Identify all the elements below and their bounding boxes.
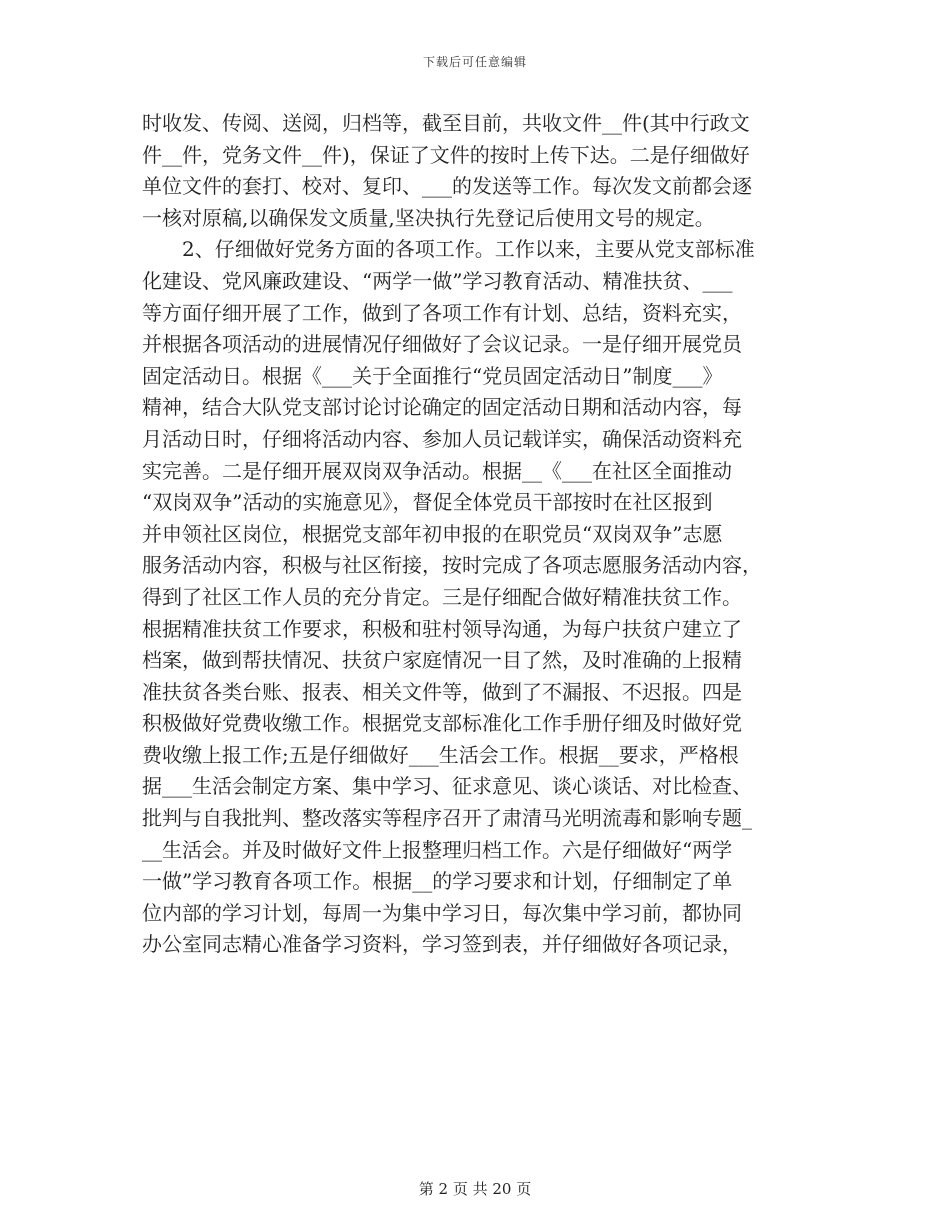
text-line: 并申领社区岗位，根据党支部年初申报的在职党员“双岗双争”志愿 [142,521,723,546]
text-line: __生活会。并及时做好文件上报整理归档工作。六是仔细做好“两学 [142,837,733,862]
text-line: 时收发、传阅、送阅，归档等，截至目前，共收文件__件(其中行政文 [142,111,750,135]
text-line: 一做”学习教育各项工作。根据__的学习要求和计划，仔细制定了单 [142,869,733,894]
text-line: 等方面仔细开展了工作，做到了各项工作有计划、总结，资料充实， [142,300,742,325]
text-line: 费收缴上报工作;五是仔细做好___生活会工作。根据__要求，严格根 [142,742,739,767]
text-line: “双岗双争”活动的实施意见》，督促全体党员干部按时在社区报到 [142,490,713,515]
text-line: 并根据各项活动的进展情况仔细做好了会议记录。一是仔细开展党员 [142,332,742,357]
text-line: 精神，结合大队党支部讨论讨论确定的固定活动日期和活动内容，每 [142,395,742,420]
text-line: 实完善。二是仔细开展双岗双争活动。根据__《___在社区全面推动 [142,458,732,483]
text-line: 单位文件的套打、校对、复印、___的发送等工作。每次发文前都会逐 [142,174,752,199]
text-line: 得到了社区工作人员的充分肯定。三是仔细配合做好精准扶贫工作。 [142,584,742,609]
text-line: 办公室同志精心准备学习资料，学习签到表，并仔细做好各项记录， [142,932,742,957]
text-line: 准扶贫各类台账、报表、相关文件等，做到了不漏报、不迟报。四是 [142,679,742,704]
text-line: 档案，做到帮扶情况、扶贫户家庭情况一目了然，及时准确的上报精 [142,648,742,673]
text-line: 服务活动内容，积极与社区衔接，按时完成了各项志愿服务活动内容， [142,553,762,578]
text-line: 月活动日时，仔细将活动内容、参加人员记载详实，确保活动资料充 [142,426,742,451]
page-number: 第 2 页 共 20 页 [418,1180,532,1198]
text-line: 化建设、党风廉政建设、“两学一做”学习教育活动、精准扶贫、___ [142,268,733,293]
text-line: 根据精准扶贫工作要求，积极和驻村领导沟通，为每户扶贫户建立了 [142,616,742,641]
text-line: 一核对原稿,以确保发文质量,坚决执行先登记后使用文号的规定。 [142,205,715,230]
text-line: 2、仔细做好党务方面的各项工作。工作以来，主要从党支部标准 [142,237,755,262]
text-line: 积极做好党费收缴工作。根据党支部标准化工作手册仔细及时做好党 [142,711,742,736]
page-header-note: 下载后可任意编辑 [422,55,527,69]
text-line: 位内部的学习计划，每周一为集中学习日，每次集中学习前，都协同 [142,900,742,925]
text-line: 件__件，党务文件__件)，保证了文件的按时上传下达。二是仔细做好 [142,142,750,167]
text-line: 批判与自我批判、整改落实等程序召开了肃清马光明流毒和影响专题_ [142,806,752,831]
text-line: 固定活动日。根据《___关于全面推行“党员固定活动日”制度___》 [142,363,723,388]
text-line: 据___生活会制定方案、集中学习、征求意见、谈心谈话、对比检查、 [142,774,752,799]
document-body [142,108,808,961]
